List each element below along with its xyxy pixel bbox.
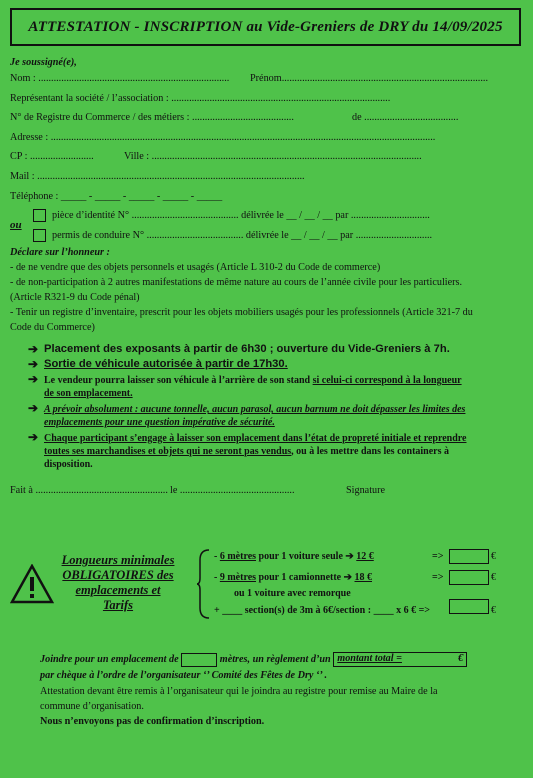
- tarif-row-1-amount-box[interactable]: [449, 549, 489, 564]
- representant-field[interactable]: Représentant la société / l’association : ......................................................................................: [10, 93, 391, 104]
- joindre-text-b: mètres, un règlement d’un: [219, 653, 331, 665]
- tarifs-title: [48, 553, 188, 613]
- metres-input-box[interactable]: [181, 653, 217, 667]
- bullet-securite-text-b: emplacements pour une question impérative de sécurité.: [44, 417, 275, 428]
- tarif-row-4: + ____ section(s) de 3m à 6€/section : ____ x 6 € =>: [214, 605, 430, 616]
- bullet-vehicule-text-c: de son emplacement.: [44, 388, 133, 399]
- tarif-row-1-length: 6 mètres: [219, 551, 257, 562]
- arrow-icon: ➔: [28, 342, 39, 356]
- telephone-field[interactable]: Téléphone : _____ - _____ - _____ - _____ - _____: [10, 191, 223, 202]
- cp-field[interactable]: CP : .........................: [10, 151, 94, 162]
- declaration-3a: - Tenir un registre d’inventaire, prescrit pour les objets mobiliers usagés pour les professionnels (Article 321-7 du: [10, 307, 473, 318]
- no-confirmation-text: Nous n’envoyons pas de confirmation d’inscription.: [40, 716, 265, 727]
- tarif-row-2-text: pour 1 camionnette ➔: [256, 572, 355, 583]
- montant-total-box[interactable]: [333, 652, 467, 667]
- arrow-icon: ➔: [28, 401, 39, 415]
- piece-identite-row: [33, 209, 430, 222]
- piece-identite-text[interactable]: pièce d’identité N° .......................................... délivrée le __ / __ / __ par ...............................: [52, 209, 430, 221]
- bullet-proprete: [28, 430, 514, 471]
- tarifs-title-line2: OBLIGATOIRES des: [62, 568, 174, 582]
- bullet-sortie-text: Sortie de véhicule autorisée à partir de 17h30.: [44, 358, 288, 370]
- ou-label: ou: [10, 219, 22, 231]
- mail-field[interactable]: Mail : .........................................................................................................: [10, 171, 305, 182]
- tarif-row-1-euro: €: [491, 551, 496, 562]
- tarif-row-2-eq: =>: [432, 572, 444, 583]
- arrow-icon: ➔: [28, 372, 39, 386]
- tarif-row-2-amount-box[interactable]: [449, 570, 489, 585]
- tarif-row-1-eq: =>: [432, 551, 444, 562]
- attestation-text-a: Attestation devant être remis à l’organisateur qui le joindra au registre pour remise au Maire de la: [40, 686, 438, 697]
- declare-heading: Déclare sur l’honneur :: [10, 247, 110, 258]
- arrow-icon: ➔: [28, 430, 39, 444]
- je-soussigne-label: Je soussigné(e),: [10, 57, 77, 68]
- cheque-text: par chèque à l’ordre de l’organisateur ‘’ Comité des Fêtes de Dry ‘’ .: [40, 670, 328, 681]
- tarif-row-2-euro: €: [491, 572, 496, 583]
- bullet-vehicule-text-a: Le vendeur pourra laisser son véhicule à l’arrière de son stand: [44, 375, 313, 386]
- bullet-vehicule: [28, 372, 514, 400]
- registre-de-field[interactable]: de .....................................: [352, 112, 459, 123]
- brace-icon: [196, 548, 210, 620]
- bullet-vehicule-text-b: si celui-ci correspond à la longueur: [312, 375, 462, 386]
- tarif-row-2: - 9 mètres pour 1 camionnette ➔ 18 €: [214, 572, 372, 583]
- tarif-row-1-text: pour 1 voiture seule ➔: [256, 551, 357, 562]
- document-title-box: [10, 8, 521, 46]
- fait-a-field[interactable]: Fait à ....................................................: [10, 485, 168, 496]
- declaration-1: - de ne vendre que des objets personnels et usagés (Article L 310-2 du Code de commerce): [10, 262, 381, 273]
- bullet-proprete-text-d: disposition.: [44, 459, 93, 470]
- tarif-row-2-length: 9 mètres: [219, 572, 257, 583]
- date-field[interactable]: le .............................................: [170, 485, 295, 496]
- tarifs-title-line4: Tarifs: [102, 598, 134, 612]
- permis-text[interactable]: permis de conduire N° ...................................... délivrée le __ / __ / __ par ..............................: [52, 229, 433, 241]
- declaration-3b: Code du Commerce): [10, 322, 95, 333]
- tarif-row-1: - 6 mètres pour 1 voiture seule ➔ 12 €: [214, 551, 374, 562]
- piece-identite-checkbox[interactable]: [33, 209, 46, 222]
- registre-field[interactable]: N° de Registre du Commerce / des métiers : ........................................: [10, 112, 294, 123]
- bullet-proprete-text-a: Chaque participant s’engage à laisser son emplacement dans l’état de propreté initiale et reprendre: [44, 433, 467, 444]
- permis-checkbox[interactable]: [33, 229, 46, 242]
- ville-field[interactable]: Ville : ..........................................................................................................: [124, 151, 422, 162]
- joindre-text-a: Joindre pour un emplacement de: [40, 653, 179, 665]
- bullet-securite: [28, 401, 514, 429]
- attestation-text-b: commune d’organisation.: [40, 701, 144, 712]
- bullet-placement: [28, 342, 514, 356]
- tarif-row-4-euro: €: [491, 605, 496, 616]
- declaration-2a: - de non-participation à 2 autres manifestations de même nature au cours de l’année civile pour les particuliers.: [10, 277, 463, 288]
- arrow-icon: ➔: [28, 357, 39, 371]
- document-title: ATTESTATION - INSCRIPTION au Vide-Greniers de DRY du 14/09/2025: [28, 18, 503, 35]
- nom-field[interactable]: Nom : ...........................................................................: [10, 73, 230, 84]
- bullet-placement-text: Placement des exposants à partir de 6h30 ; ouverture du Vide-Greniers à 7h.: [44, 343, 450, 355]
- bullet-proprete-text-c: , ou à les mettre dans les containers à: [291, 446, 450, 457]
- tarif-row-4-amount-box[interactable]: [449, 599, 489, 614]
- joindre-row: [40, 652, 467, 667]
- tarif-row-2-price: 18 €: [354, 572, 372, 583]
- tarif-row-3: ou 1 voiture avec remorque: [234, 588, 351, 599]
- permis-row: [33, 229, 432, 242]
- adresse-field[interactable]: Adresse : .......................................................................................................................................................: [10, 132, 436, 143]
- tarif-row-1-price: 12 €: [356, 551, 374, 562]
- tarifs-title-line1: Longueurs minimales: [61, 553, 175, 567]
- bullet-securite-text-a: A prévoir absolument : aucune tonnelle, aucun parasol, aucun barnum ne doit dépasser les limites des: [44, 404, 466, 415]
- declaration-2b: (Article R321-9 du Code pénal): [10, 292, 140, 303]
- prenom-field[interactable]: Prénom.................................................................................: [250, 73, 488, 84]
- bullet-sortie: [28, 357, 514, 371]
- signature-label: Signature: [346, 485, 386, 496]
- tarifs-title-line3: emplacements et: [75, 583, 161, 597]
- bullet-proprete-text-b: toutes ses marchandises et objets qui ne seront pas vendus: [44, 446, 292, 457]
- montant-total-label: montant total =: [337, 653, 402, 664]
- montant-total-euro: €: [458, 653, 464, 664]
